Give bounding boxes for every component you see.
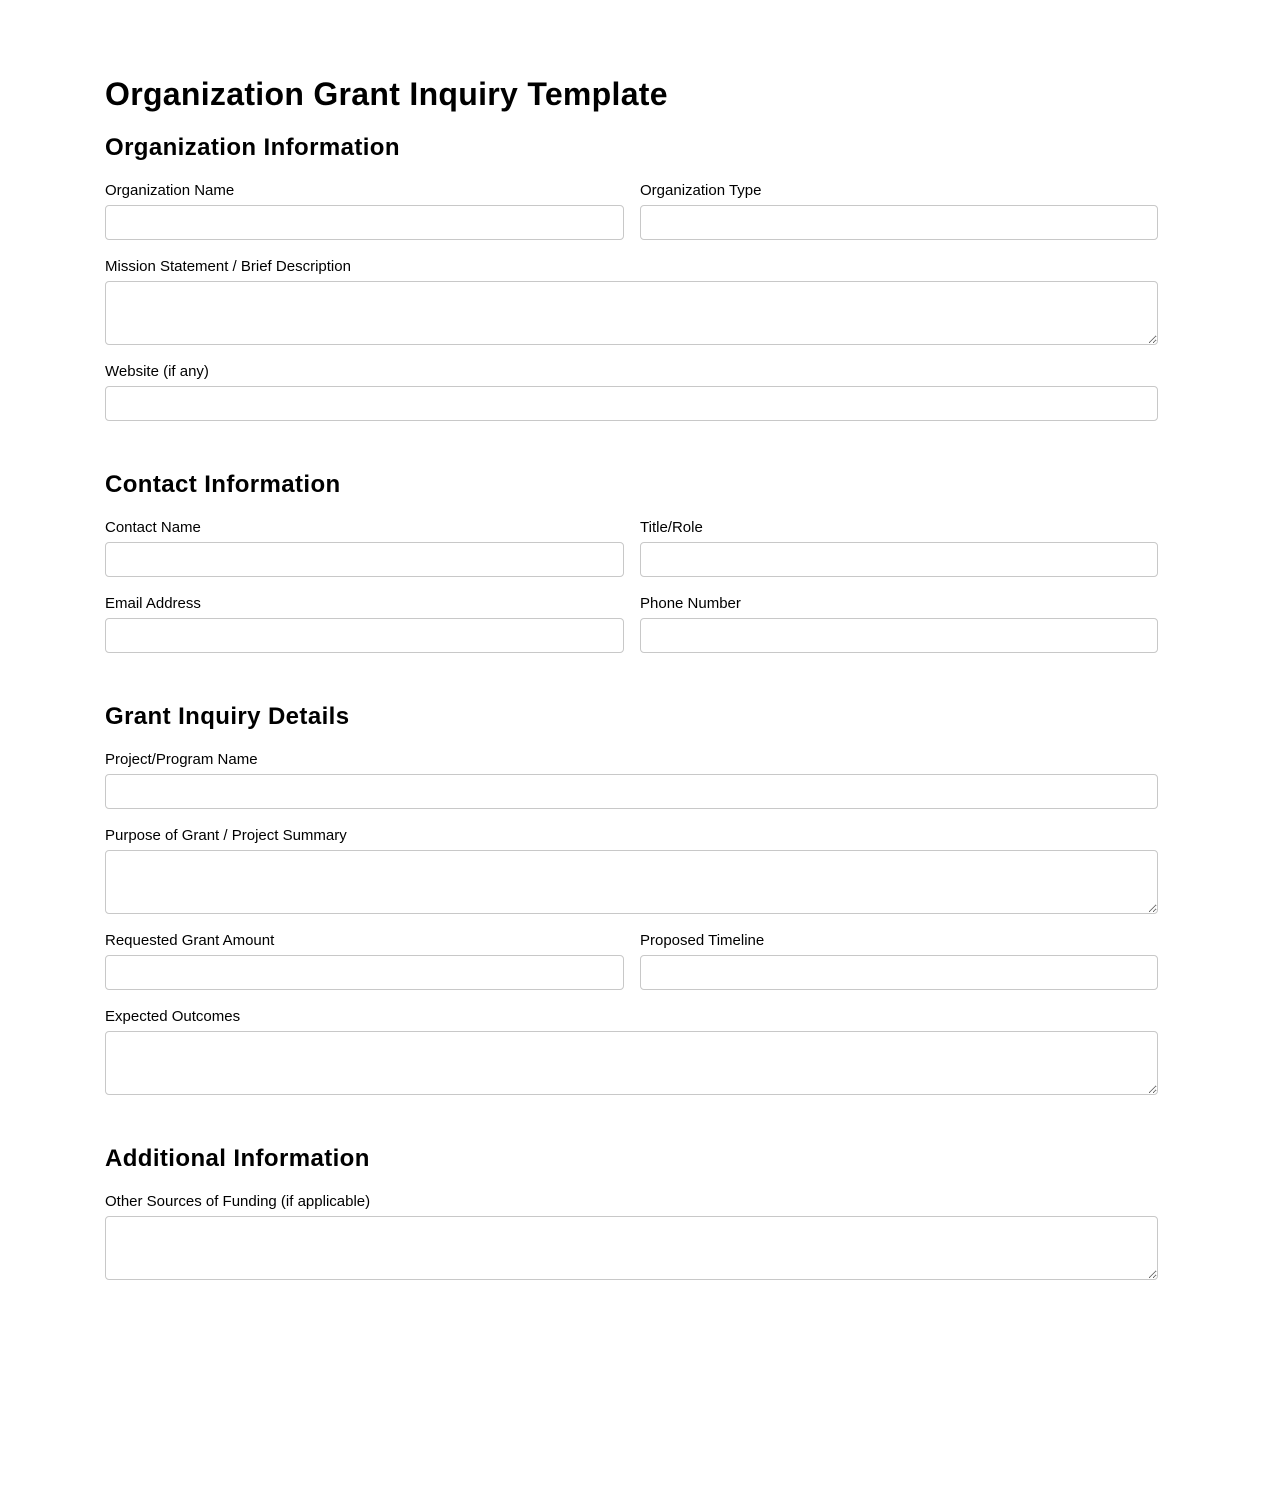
- title-role-input[interactable]: [640, 542, 1158, 577]
- amount-label: Requested Grant Amount: [105, 932, 275, 949]
- outcomes-label: Expected Outcomes: [105, 1008, 241, 1025]
- section-title-additional: Additional Information: [105, 1145, 370, 1172]
- phone-input[interactable]: [640, 618, 1158, 653]
- other-funding-textarea[interactable]: [105, 1216, 1158, 1280]
- section-title-contact: Contact Information: [105, 471, 341, 498]
- org-type-input[interactable]: [640, 205, 1158, 240]
- project-name-input[interactable]: [105, 774, 1158, 809]
- email-input[interactable]: [105, 618, 624, 653]
- project-name-label: Project/Program Name: [105, 751, 258, 768]
- contact-name-input[interactable]: [105, 542, 624, 577]
- mission-textarea[interactable]: [105, 281, 1158, 345]
- purpose-textarea[interactable]: [105, 850, 1158, 914]
- org-name-label: Organization Name: [105, 182, 235, 199]
- page-title: Organization Grant Inquiry Template: [105, 76, 668, 112]
- timeline-input[interactable]: [640, 955, 1158, 990]
- website-label: Website (if any): [105, 363, 209, 380]
- email-label: Email Address: [105, 595, 201, 612]
- outcomes-textarea[interactable]: [105, 1031, 1158, 1095]
- phone-label: Phone Number: [640, 595, 741, 612]
- title-role-label: Title/Role: [640, 519, 703, 536]
- section-title-organization: Organization Information: [105, 134, 400, 161]
- mission-label: Mission Statement / Brief Description: [105, 258, 351, 275]
- timeline-label: Proposed Timeline: [640, 932, 765, 949]
- website-input[interactable]: [105, 386, 1158, 421]
- amount-input[interactable]: [105, 955, 624, 990]
- section-title-grant: Grant Inquiry Details: [105, 703, 350, 730]
- purpose-label: Purpose of Grant / Project Summary: [105, 827, 347, 844]
- contact-name-label: Contact Name: [105, 519, 201, 536]
- org-type-label: Organization Type: [640, 182, 762, 199]
- org-name-input[interactable]: [105, 205, 624, 240]
- other-funding-label: Other Sources of Funding (if applicable): [105, 1193, 371, 1210]
